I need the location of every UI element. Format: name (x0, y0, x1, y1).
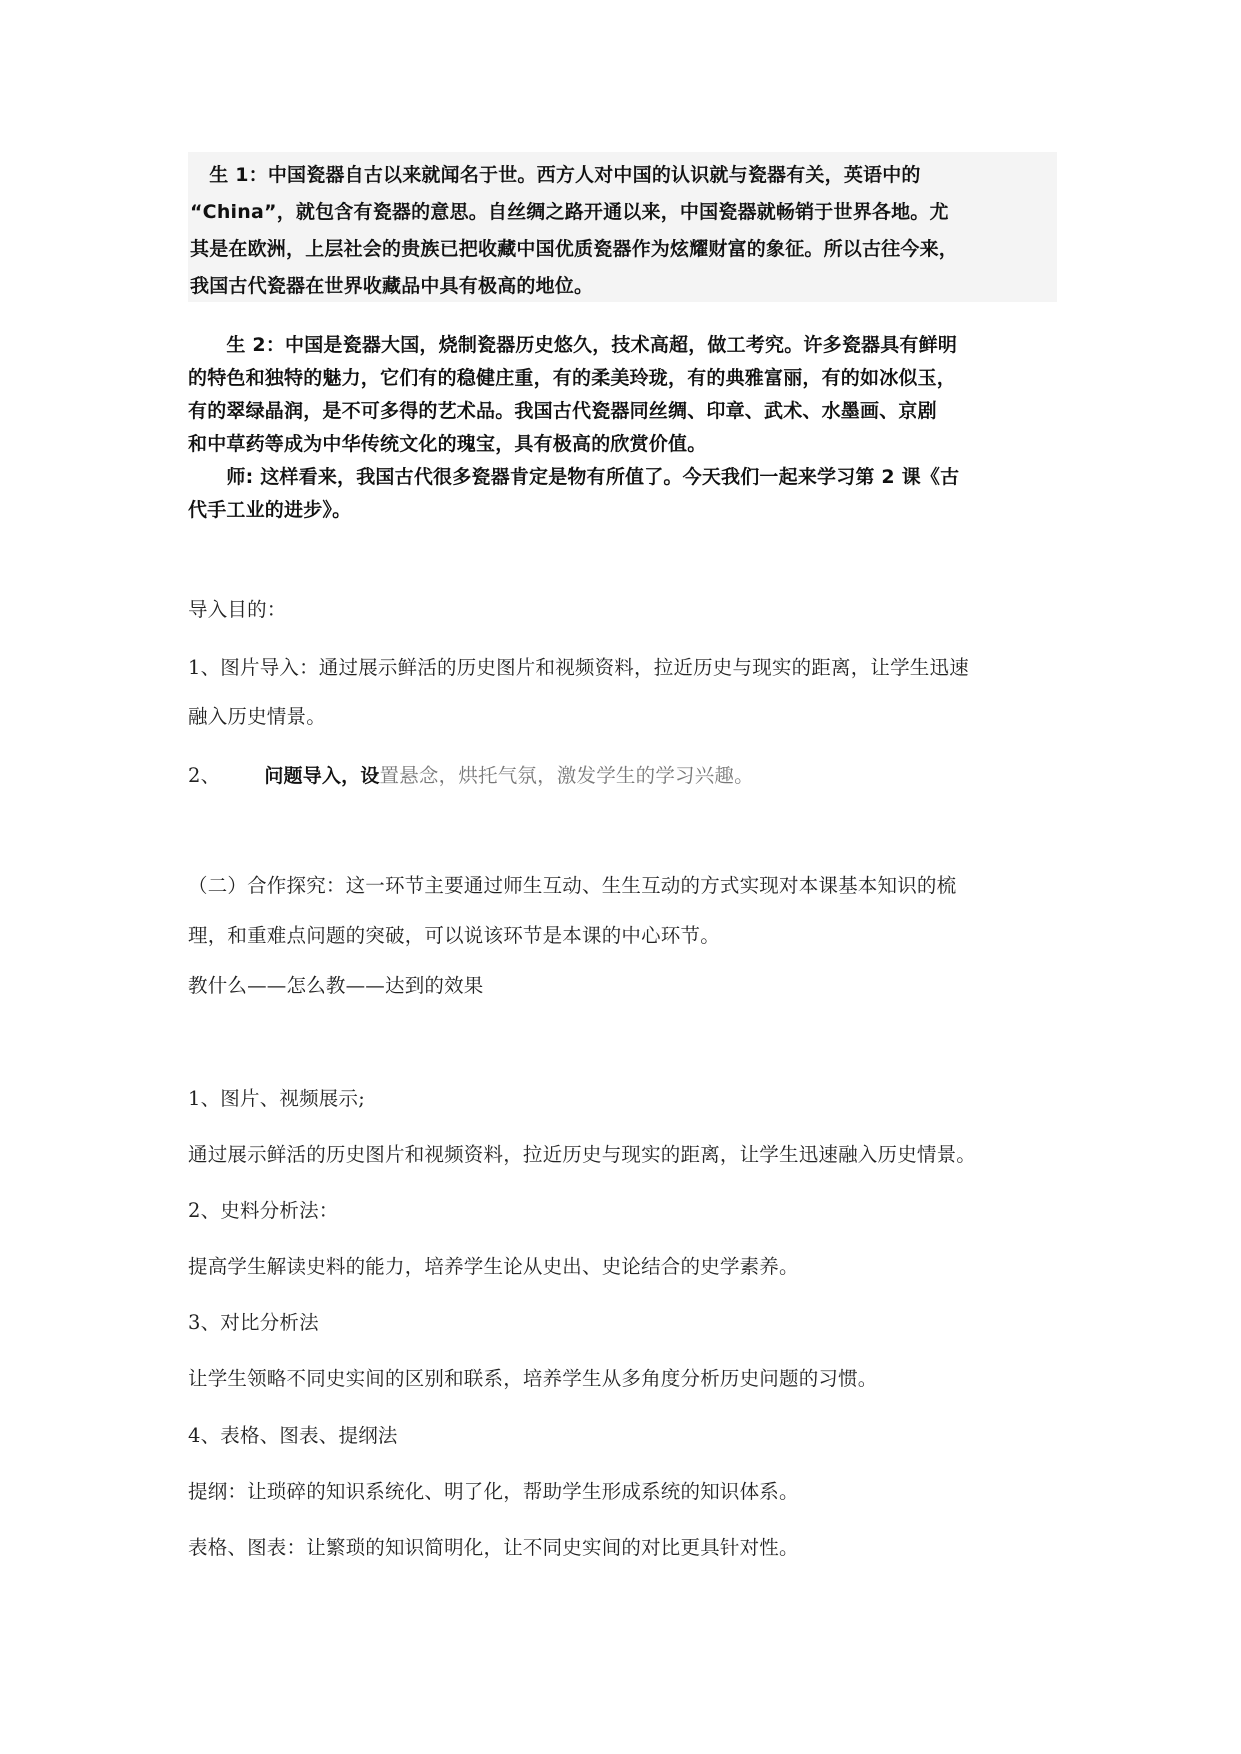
method-3-title: 3、对比分析法 (188, 1311, 319, 1334)
student2-line-1: 生 2：中国是瓷器大国，烧制瓷器历史悠久，技术高超，做工考究。许多瓷器具有鲜明 (188, 334, 958, 356)
intro-item-2-bold-text: 问题导入，设 (264, 765, 380, 787)
method-4-title: 4、表格、图表、提纲法 (188, 1424, 398, 1447)
student1-line-3: 其是在欧洲，上层社会的贵族已把收藏中国优质瓷器作为炫耀财富的象征。所以古往今来， (190, 238, 959, 260)
intro-item-2-number: 2、 (188, 764, 221, 787)
teacher-line-1: 师: 这样看来，我国古代很多瓷器肯定是物有所值了。今天我们一起来学习第 2 课《古 (188, 466, 960, 488)
method-1-desc: 通过展示鲜活的历史图片和视频资料，拉近历史与现实的距离，让学生迅速融入历史情景。 (188, 1143, 977, 1166)
student2-line-3: 有的翠绿晶润，是不可多得的艺术品。我国古代瓷器同丝绸、印章、武术、水墨画、京剧 (188, 400, 937, 422)
student2-line-4: 和中草药等成为中华传统文化的瑰宝，具有极高的欣赏价值。 (188, 433, 707, 455)
teacher-line-2: 代手工业的进步》。 (188, 499, 352, 521)
method-1-title: 1、图片、视频展示; (188, 1087, 365, 1110)
student2-line-2: 的特色和独特的魅力，它们有的稳健庄重，有的柔美玲珑，有的典雅富丽，有的如冰似玉， (188, 367, 957, 389)
intro-item-2-rest-text: 置悬念，烘托气氛，激发学生的学习兴趣。 (379, 764, 754, 787)
student1-line-2: “China”，就包含有瓷器的意思。自丝绸之路开通以来，中国瓷器就畅销于世界各地。尤 (190, 201, 949, 223)
method-2-title: 2、史料分析法： (188, 1199, 339, 1222)
intro-item-1-line-2: 融入历史情景。 (188, 705, 326, 728)
method-4-desc: 提纲：让琐碎的知识系统化、明了化，帮助学生形成系统的知识体系。 (188, 1480, 799, 1503)
intro-item-2 (188, 760, 754, 788)
intro-purpose-heading: 导入目的： (188, 598, 287, 621)
section2-line-1: （二）合作探究：这一环节主要通过师生互动、生生互动的方式实现对本课基本知识的梳 (188, 874, 957, 897)
section2-line-3: 教什么——怎么教——达到的效果 (188, 974, 484, 997)
method-3-desc: 让学生领略不同史实间的区别和联系，培养学生从多角度分析历史问题的习惯。 (188, 1367, 878, 1390)
method-2-desc: 提高学生解读史料的能力，培养学生论从史出、史论结合的史学素养。 (188, 1255, 799, 1278)
method-4-desc-2: 表格、图表：让繁琐的知识简明化，让不同史实间的对比更具针对性。 (188, 1536, 799, 1559)
student1-line-1: 生 1：中国瓷器自古以来就闻名于世。西方人对中国的认识就与瓷器有关，英语中的 (190, 164, 921, 186)
section2-line-2: 理，和重难点问题的突破，可以说该环节是本课的中心环节。 (188, 924, 720, 947)
intro-item-1-line-1: 1、图片导入：通过展示鲜活的历史图片和视频资料，拉近历史与现实的距离，让学生迅速 (188, 656, 969, 679)
student1-line-4: 我国古代瓷器在世界收藏品中具有极高的地位。 (190, 275, 594, 297)
